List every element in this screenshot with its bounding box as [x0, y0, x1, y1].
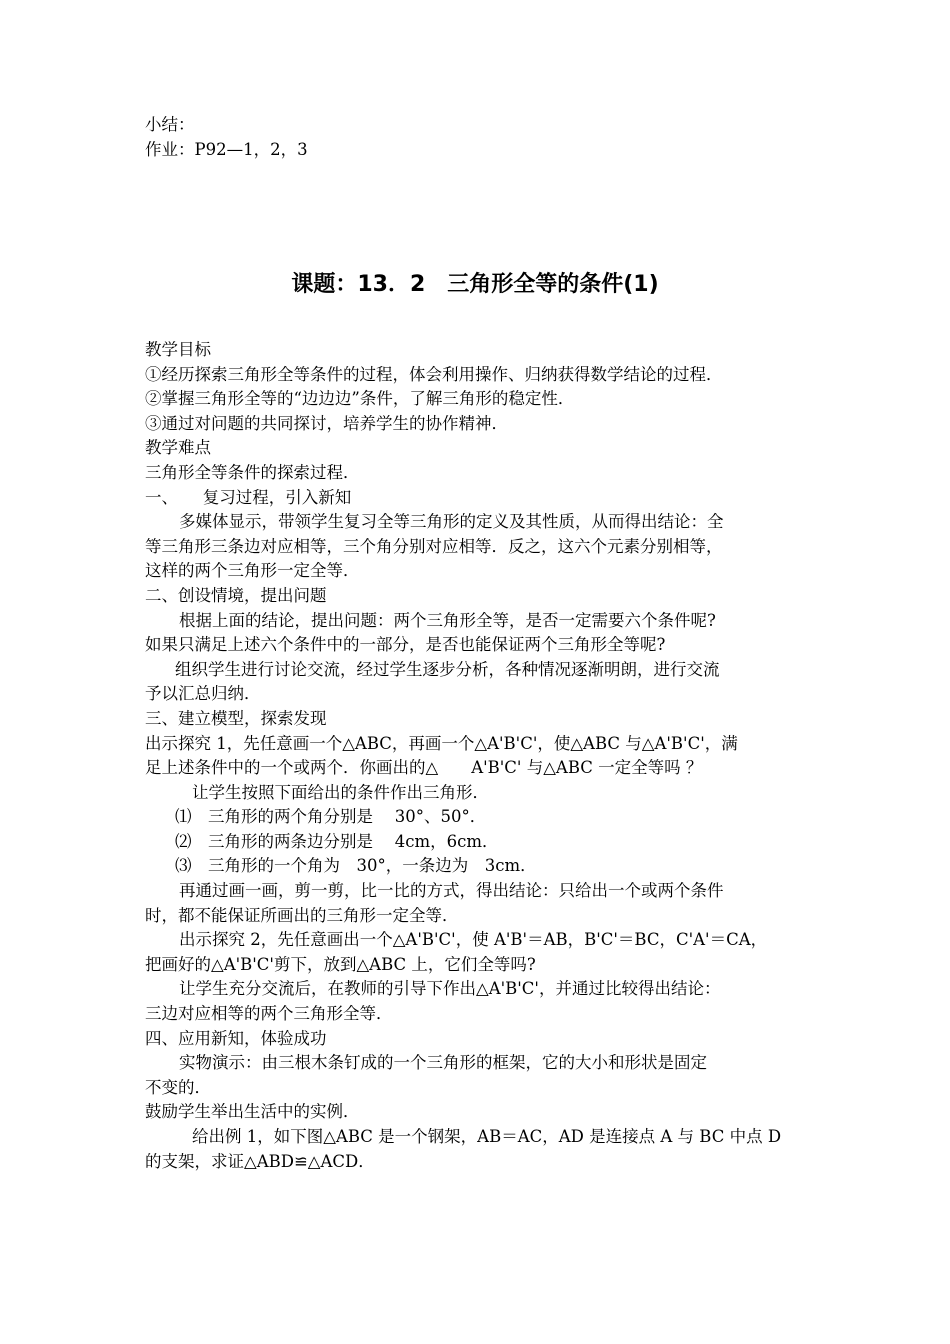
paragraph-line: 根据上面的结论，提出问题：两个三角形全等，是否一定需要六个条件呢? — [179, 610, 716, 630]
paragraph-line: 实物演示：由三根木条钉成的一个三角形的框架，它的大小和形状是固定 — [179, 1053, 707, 1073]
difficulty-text: 三角形全等条件的探索过程． — [145, 462, 360, 482]
condition-item-3: ⑶ 三角形的一个角为 30°，一条边为 3cm． — [175, 856, 537, 876]
summary-label: 小结： — [145, 115, 195, 134]
example-line: 的支架，求证△ABD≌△ACD． — [145, 1151, 375, 1171]
paragraph-line: 多媒体显示，带领学生复习全等三角形的定义及其性质，从而得出结论：全 — [179, 512, 724, 532]
paragraph-line: 再通过画一画，剪一剪，比一比的方式，得出结论：只给出一个或两个条件 — [179, 881, 724, 901]
paragraph-line: 鼓励学生举出生活中的实例． — [145, 1102, 360, 1122]
paragraph-line: 出示探究 1，先任意画一个△ABC，再画一个△A'B'C'，使△ABC 与△A'B'C'，满 — [145, 733, 738, 753]
objective-2: ②掌握三角形全等的“边边边”条件，了解三角形的稳定性． — [145, 389, 575, 409]
paragraph-line: 这样的两个三角形一定全等． — [145, 561, 360, 581]
section-heading-1: 一、 复习过程，引入新知 — [145, 487, 352, 507]
paragraph-line: 足上述条件中的一个或两个．你画出的△ A'B'C' 与△ABC 一定全等吗 ？ — [145, 758, 703, 778]
paragraph-line: 三边对应相等的两个三角形全等． — [145, 1004, 393, 1024]
section-heading-2: 二、创设情境，提出问题 — [145, 585, 327, 605]
objective-3: ③通过对问题的共同探讨，培养学生的协作精神． — [145, 413, 508, 433]
paragraph-line: 让学生按照下面给出的条件作出三角形． — [192, 782, 489, 802]
lesson-title: 课题：13．2 三角形全等的条件(1) — [291, 272, 659, 297]
homework-line: 作业：P92—1，2，3 — [145, 139, 308, 159]
lesson-body — [145, 338, 815, 1174]
paragraph-line: 时，都不能保证所画出的三角形一定全等． — [145, 905, 459, 925]
paragraph-line: 组织学生进行讨论交流，经过学生逐步分析，各种情况逐渐明朗，进行交流 — [175, 659, 720, 679]
objective-1: ①经历探索三角形全等条件的过程，体会利用操作、归纳获得数学结论的过程． — [145, 364, 723, 384]
previous-lesson-footer — [145, 113, 815, 162]
section-heading-4: 四、应用新知，体验成功 — [145, 1028, 327, 1048]
paragraph-line: 予以汇总归纳． — [145, 684, 261, 704]
paragraph-line: 等三角形三条边对应相等，三个角分别对应相等．反之，这六个元素分别相等， — [145, 536, 723, 556]
condition-item-1: ⑴ 三角形的两个角分别是 30°、50°． — [175, 807, 487, 827]
condition-item-2: ⑵ 三角形的两条边分别是 4cm，6cm． — [175, 831, 499, 851]
example-line: 给出例 1，如下图△ABC 是一个钢架，AB＝AC，AD 是连接点 A 与 BC 中点 D — [192, 1127, 782, 1146]
section-heading-objectives: 教学目标 — [145, 340, 211, 359]
paragraph-line: 把画好的△A'B'C'剪下，放到△ABC 上，它们全等吗? — [145, 954, 536, 974]
paragraph-line: 如果只满足上述六个条件中的一部分，是否也能保证两个三角形全等呢? — [145, 635, 666, 655]
section-heading-difficulty: 教学难点 — [145, 438, 211, 458]
section-heading-3: 三、建立模型，探索发现 — [145, 708, 327, 728]
paragraph-line: 出示探究 2，先任意画出一个△A'B'C'，使 A'B'＝AB，B'C'＝BC，C'A'＝CA， — [179, 930, 768, 950]
paragraph-line: 让学生充分交流后，在教师的引导下作出△A'B'C'，并通过比较得出结论： — [179, 979, 721, 999]
paragraph-line: 不变的． — [145, 1077, 211, 1097]
